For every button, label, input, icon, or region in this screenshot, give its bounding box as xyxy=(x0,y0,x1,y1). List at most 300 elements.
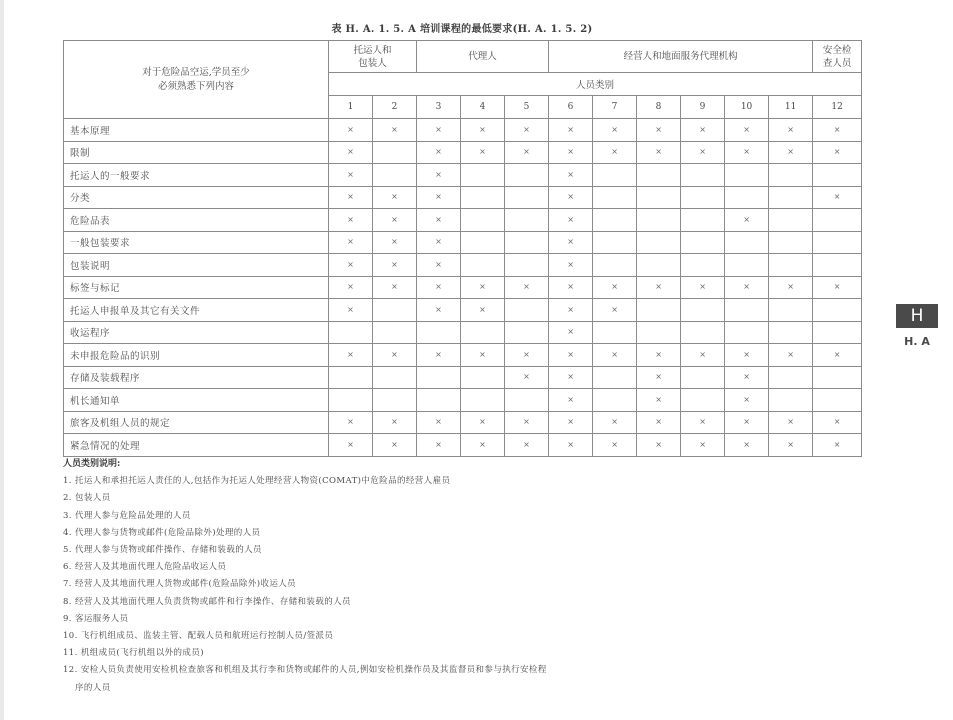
requirement-cell xyxy=(593,434,637,457)
requirement-cell xyxy=(593,299,637,322)
requirement-cell xyxy=(593,141,637,164)
requirement-cell xyxy=(813,366,862,389)
note-item: 1. 托运人和承担托运人责任的人,包括作为托运人处理经营人物资(COMAT)中危险品的经营人雇员 xyxy=(63,476,451,487)
requirement-cell xyxy=(461,276,505,299)
requirement-cell xyxy=(329,276,373,299)
group-header-agents xyxy=(417,41,549,73)
table-row xyxy=(64,299,862,322)
requirement-cell xyxy=(505,254,549,277)
page-edge xyxy=(0,0,4,720)
requirement-cell xyxy=(813,164,862,187)
required-mark-icon: × xyxy=(833,192,841,202)
required-mark-icon: × xyxy=(655,124,662,134)
topic-header-line1: 对于危险品空运,学员至少 xyxy=(142,66,250,78)
table-row xyxy=(64,254,862,277)
requirement-cell xyxy=(549,321,593,344)
requirement-cell xyxy=(549,164,593,187)
requirement-cell xyxy=(637,231,681,254)
requirement-cell xyxy=(725,141,769,164)
required-mark-icon: × xyxy=(391,124,398,134)
requirement-cell xyxy=(461,344,505,367)
requirement-cell xyxy=(373,344,417,367)
requirement-cell xyxy=(417,366,461,389)
requirement-cell xyxy=(505,434,549,457)
group-header-security-staff xyxy=(813,41,862,73)
required-mark-icon: × xyxy=(699,439,706,449)
requirement-cell xyxy=(593,164,637,187)
required-mark-icon: × xyxy=(655,372,662,382)
required-mark-icon: × xyxy=(479,439,486,449)
required-mark-icon: × xyxy=(567,169,574,179)
requirement-cell xyxy=(417,344,461,367)
required-mark-icon: × xyxy=(655,349,662,359)
requirement-cell xyxy=(417,231,461,254)
requirement-cell xyxy=(681,186,725,209)
required-mark-icon: × xyxy=(523,282,530,292)
required-mark-icon: × xyxy=(699,124,706,134)
requirement-cell xyxy=(769,389,813,412)
requirement-cell xyxy=(461,254,505,277)
requirement-cell xyxy=(725,389,769,412)
required-mark-icon: × xyxy=(833,124,841,134)
table-row xyxy=(64,209,862,232)
required-mark-icon: × xyxy=(567,192,574,202)
required-mark-icon: × xyxy=(523,439,530,449)
required-mark-icon: × xyxy=(347,192,354,202)
requirement-cell xyxy=(593,186,637,209)
required-mark-icon: × xyxy=(391,417,398,427)
requirement-cell xyxy=(549,231,593,254)
required-mark-icon: × xyxy=(787,282,794,292)
requirement-cell xyxy=(725,119,769,142)
requirement-cell xyxy=(373,366,417,389)
required-mark-icon: × xyxy=(523,372,530,382)
requirement-cell xyxy=(329,141,373,164)
requirement-cell xyxy=(681,366,725,389)
required-mark-icon: × xyxy=(347,147,354,157)
required-mark-icon: × xyxy=(743,439,750,449)
requirement-cell xyxy=(681,344,725,367)
requirement-cell xyxy=(461,231,505,254)
required-mark-icon: × xyxy=(567,439,574,449)
requirement-cell xyxy=(681,276,725,299)
requirement-cell xyxy=(505,276,549,299)
requirement-cell xyxy=(637,321,681,344)
requirement-cell xyxy=(329,411,373,434)
required-mark-icon: × xyxy=(347,214,354,224)
required-mark-icon: × xyxy=(479,304,486,314)
requirement-cell xyxy=(549,209,593,232)
required-mark-icon: × xyxy=(479,147,486,157)
requirement-cell xyxy=(769,141,813,164)
requirement-cell xyxy=(549,119,593,142)
requirement-cell xyxy=(769,254,813,277)
required-mark-icon: × xyxy=(655,282,662,292)
required-mark-icon: × xyxy=(479,282,486,292)
required-mark-icon: × xyxy=(435,147,442,157)
requirement-cell xyxy=(813,389,862,412)
required-mark-icon: × xyxy=(347,169,354,179)
requirement-cell xyxy=(549,254,593,277)
required-mark-icon: × xyxy=(479,349,486,359)
table-row xyxy=(64,344,862,367)
requirement-cell xyxy=(549,344,593,367)
requirement-cell xyxy=(681,254,725,277)
note-item: 4. 代理人参与货物或邮件(危险品除外)处理的人员 xyxy=(63,527,261,538)
chapter-tab[interactable]: H xyxy=(896,304,938,328)
topic-cell: 托运人申报单及其它有关文件 xyxy=(64,299,329,322)
required-mark-icon: × xyxy=(567,214,574,224)
requirement-cell xyxy=(725,344,769,367)
requirement-cell xyxy=(769,321,813,344)
category-number-header: 6 xyxy=(549,96,593,119)
requirement-cell xyxy=(505,389,549,412)
requirement-cell xyxy=(813,344,862,367)
requirement-cell xyxy=(461,141,505,164)
requirement-cell xyxy=(549,411,593,434)
requirement-cell xyxy=(461,186,505,209)
required-mark-icon: × xyxy=(567,417,574,427)
table-row xyxy=(64,164,862,187)
table-body xyxy=(64,119,862,457)
required-mark-icon: × xyxy=(743,349,750,359)
topic-cell: 未申报危险品的识别 xyxy=(64,344,329,367)
required-mark-icon: × xyxy=(833,147,841,157)
requirement-cell xyxy=(813,209,862,232)
requirement-cell xyxy=(505,119,549,142)
required-mark-icon: × xyxy=(347,349,354,359)
requirement-cell xyxy=(593,389,637,412)
requirement-cell xyxy=(769,186,813,209)
requirement-cell xyxy=(813,276,862,299)
requirement-cell xyxy=(725,276,769,299)
requirement-cell xyxy=(681,141,725,164)
requirement-cell xyxy=(725,186,769,209)
requirement-cell xyxy=(593,321,637,344)
requirement-cell xyxy=(725,254,769,277)
requirement-cell xyxy=(461,434,505,457)
required-mark-icon: × xyxy=(435,237,442,247)
requirement-cell xyxy=(461,389,505,412)
requirement-cell xyxy=(329,321,373,344)
table-row xyxy=(64,321,862,344)
requirement-cell xyxy=(505,299,549,322)
required-mark-icon: × xyxy=(787,349,794,359)
requirement-cell xyxy=(417,411,461,434)
required-mark-icon: × xyxy=(567,237,574,247)
requirement-cell xyxy=(329,119,373,142)
requirement-cell xyxy=(769,276,813,299)
requirement-cell xyxy=(593,366,637,389)
requirement-cell xyxy=(461,299,505,322)
requirement-cell xyxy=(725,321,769,344)
group-header-line: 安全检 xyxy=(822,44,852,56)
requirement-cell xyxy=(549,434,593,457)
required-mark-icon: × xyxy=(391,237,398,247)
required-mark-icon: × xyxy=(743,147,750,157)
requirement-cell xyxy=(769,209,813,232)
requirement-cell xyxy=(813,299,862,322)
required-mark-icon: × xyxy=(833,439,841,449)
required-mark-icon: × xyxy=(655,439,662,449)
requirement-cell xyxy=(373,276,417,299)
requirement-cell xyxy=(813,141,862,164)
category-number-header: 9 xyxy=(681,96,725,119)
requirement-cell xyxy=(373,434,417,457)
requirement-cell xyxy=(549,276,593,299)
requirement-cell xyxy=(813,119,862,142)
requirement-cell xyxy=(769,344,813,367)
category-number-header: 2 xyxy=(373,96,417,119)
required-mark-icon: × xyxy=(347,124,354,134)
requirement-cell xyxy=(681,164,725,187)
required-mark-icon: × xyxy=(611,349,618,359)
requirement-cell xyxy=(461,411,505,434)
requirement-cell xyxy=(417,321,461,344)
requirement-cell xyxy=(813,321,862,344)
required-mark-icon: × xyxy=(435,417,442,427)
group-header-line: 查人员 xyxy=(822,57,852,69)
requirement-cell xyxy=(681,299,725,322)
requirement-cell xyxy=(417,276,461,299)
required-mark-icon: × xyxy=(833,282,841,292)
requirement-cell xyxy=(769,119,813,142)
requirement-cell xyxy=(417,186,461,209)
group-header-line: 包装人 xyxy=(358,57,387,69)
required-mark-icon: × xyxy=(435,192,442,202)
requirement-cell xyxy=(813,186,862,209)
topic-cell: 旅客及机组人员的规定 xyxy=(64,411,329,434)
requirement-cell xyxy=(593,254,637,277)
category-number-header: 10 xyxy=(725,96,769,119)
requirement-cell xyxy=(769,366,813,389)
required-mark-icon: × xyxy=(347,237,354,247)
requirement-cell xyxy=(681,119,725,142)
requirement-cell xyxy=(593,119,637,142)
required-mark-icon: × xyxy=(611,304,618,314)
requirement-cell xyxy=(725,299,769,322)
category-number-header: 5 xyxy=(505,96,549,119)
note-item: 2. 包装人员 xyxy=(63,493,111,504)
note-item: 12. 安检人员负责使用安检机检查旅客和机组及其行李和货物或邮件的人员,例如安检机操作员及其监督员和参与执行安检程 xyxy=(63,665,547,676)
requirement-cell xyxy=(417,141,461,164)
required-mark-icon: × xyxy=(435,124,442,134)
note-item: 11. 机组成员(飞行机组以外的成员) xyxy=(63,648,204,659)
requirement-cell xyxy=(329,366,373,389)
required-mark-icon: × xyxy=(435,169,442,179)
required-mark-icon: × xyxy=(391,192,398,202)
required-mark-icon: × xyxy=(523,124,530,134)
requirement-cell xyxy=(637,389,681,412)
required-mark-icon: × xyxy=(347,304,354,314)
requirement-cell xyxy=(549,389,593,412)
requirement-cell xyxy=(505,164,549,187)
required-mark-icon: × xyxy=(435,214,442,224)
required-mark-icon: × xyxy=(655,417,662,427)
topic-header-line2: 必须熟悉下列内容 xyxy=(157,80,234,92)
requirement-cell xyxy=(681,321,725,344)
requirement-cell xyxy=(329,344,373,367)
requirement-cell xyxy=(373,299,417,322)
required-mark-icon: × xyxy=(833,417,841,427)
table-row xyxy=(64,411,862,434)
required-mark-icon: × xyxy=(787,124,794,134)
required-mark-icon: × xyxy=(611,282,618,292)
required-mark-icon: × xyxy=(699,147,706,157)
requirement-cell xyxy=(725,366,769,389)
requirement-cell xyxy=(813,434,862,457)
required-mark-icon: × xyxy=(611,124,618,134)
topic-cell: 分类 xyxy=(64,186,329,209)
topic-cell: 标签与标记 xyxy=(64,276,329,299)
topic-cell: 紧急情况的处理 xyxy=(64,434,329,457)
section-label: H. A xyxy=(904,335,930,348)
requirement-cell xyxy=(373,231,417,254)
required-mark-icon: × xyxy=(523,417,530,427)
group-header-line: 托运人和 xyxy=(353,44,392,56)
note-item-12-continuation: 序的人员 xyxy=(75,682,111,693)
requirement-cell xyxy=(725,164,769,187)
requirement-cell xyxy=(637,434,681,457)
topic-cell: 收运程序 xyxy=(64,321,329,344)
requirement-cell xyxy=(813,411,862,434)
category-header: 人员类别 xyxy=(329,73,862,96)
requirement-cell xyxy=(329,186,373,209)
notes-list xyxy=(63,473,883,679)
topic-cell: 存储及装载程序 xyxy=(64,366,329,389)
requirement-cell xyxy=(725,411,769,434)
requirement-cell xyxy=(417,389,461,412)
requirement-cell xyxy=(417,434,461,457)
requirement-cell xyxy=(417,119,461,142)
table-row xyxy=(64,389,862,412)
required-mark-icon: × xyxy=(435,349,442,359)
requirement-cell xyxy=(373,141,417,164)
category-number-header: 1 xyxy=(329,96,373,119)
requirement-cell xyxy=(505,209,549,232)
table-title: 表 H. A. 1. 5. A 培训课程的最低要求(H. A. 1. 5. 2) xyxy=(331,24,593,35)
required-mark-icon: × xyxy=(655,147,662,157)
requirement-cell xyxy=(637,276,681,299)
requirement-cell xyxy=(637,141,681,164)
table-row xyxy=(64,141,862,164)
category-number-header: 12 xyxy=(813,96,862,119)
required-mark-icon: × xyxy=(787,417,794,427)
requirement-cell xyxy=(725,231,769,254)
topic-cell: 基本原理 xyxy=(64,119,329,142)
category-notes xyxy=(63,456,883,697)
note-item: 10. 飞行机组成员、监装主管、配载人员和航班运行控制人员/签派员 xyxy=(63,631,334,642)
requirement-cell xyxy=(681,434,725,457)
requirement-cell xyxy=(637,254,681,277)
requirement-cell xyxy=(637,119,681,142)
requirement-cell xyxy=(637,299,681,322)
requirement-cell xyxy=(461,164,505,187)
requirement-cell xyxy=(505,186,549,209)
required-mark-icon: × xyxy=(611,439,618,449)
requirement-cell xyxy=(373,254,417,277)
required-mark-icon: × xyxy=(567,124,574,134)
required-mark-icon: × xyxy=(567,372,574,382)
requirement-cell xyxy=(417,299,461,322)
note-item: 5. 代理人参与货物或邮件操作、存储和装载的人员 xyxy=(63,545,262,556)
requirement-cell xyxy=(461,366,505,389)
requirement-cell xyxy=(593,344,637,367)
requirement-cell xyxy=(549,366,593,389)
group-header-line: 代理人 xyxy=(468,51,497,62)
requirement-cell xyxy=(417,164,461,187)
required-mark-icon: × xyxy=(567,349,574,359)
group-header-operators-ground-handlers xyxy=(549,41,813,73)
requirement-cell xyxy=(681,389,725,412)
notes-title: 人员类别说明: xyxy=(63,459,121,469)
required-mark-icon: × xyxy=(391,349,398,359)
requirement-cell xyxy=(505,321,549,344)
required-mark-icon: × xyxy=(479,124,486,134)
topic-cell: 机长通知单 xyxy=(64,389,329,412)
requirement-cell xyxy=(505,344,549,367)
required-mark-icon: × xyxy=(611,417,618,427)
required-mark-icon: × xyxy=(391,439,398,449)
requirement-cell xyxy=(505,231,549,254)
required-mark-icon: × xyxy=(567,147,574,157)
table-row xyxy=(64,231,862,254)
requirement-cell xyxy=(505,141,549,164)
required-mark-icon: × xyxy=(435,282,442,292)
requirement-cell xyxy=(329,164,373,187)
required-mark-icon: × xyxy=(435,304,442,314)
required-mark-icon: × xyxy=(567,259,574,269)
requirement-cell xyxy=(461,119,505,142)
requirement-cell xyxy=(549,299,593,322)
required-mark-icon: × xyxy=(567,282,574,292)
requirement-cell xyxy=(637,209,681,232)
requirement-cell xyxy=(373,411,417,434)
required-mark-icon: × xyxy=(391,259,398,269)
requirement-cell xyxy=(769,411,813,434)
requirement-cell xyxy=(505,411,549,434)
requirement-cell xyxy=(681,209,725,232)
required-mark-icon: × xyxy=(567,327,574,337)
requirement-cell xyxy=(593,276,637,299)
requirement-cell xyxy=(329,299,373,322)
requirement-cell xyxy=(329,434,373,457)
requirement-cell xyxy=(637,366,681,389)
group-header-line: 经营人和地面服务代理机构 xyxy=(623,51,738,62)
required-mark-icon: × xyxy=(743,417,750,427)
requirement-cell xyxy=(461,321,505,344)
required-mark-icon: × xyxy=(699,417,706,427)
required-mark-icon: × xyxy=(833,349,841,359)
table-row xyxy=(64,276,862,299)
required-mark-icon: × xyxy=(347,439,354,449)
required-mark-icon: × xyxy=(567,304,574,314)
requirement-cell xyxy=(549,141,593,164)
required-mark-icon: × xyxy=(435,439,442,449)
requirement-cell xyxy=(373,186,417,209)
required-mark-icon: × xyxy=(787,147,794,157)
requirement-cell xyxy=(725,209,769,232)
requirement-cell xyxy=(769,164,813,187)
requirement-cell xyxy=(549,186,593,209)
note-item: 9. 客运服务人员 xyxy=(63,613,129,624)
requirement-cell xyxy=(593,231,637,254)
requirement-cell xyxy=(681,231,725,254)
required-mark-icon: × xyxy=(347,282,354,292)
required-mark-icon: × xyxy=(743,372,750,382)
required-mark-icon: × xyxy=(699,282,706,292)
topic-column-header xyxy=(64,41,329,119)
